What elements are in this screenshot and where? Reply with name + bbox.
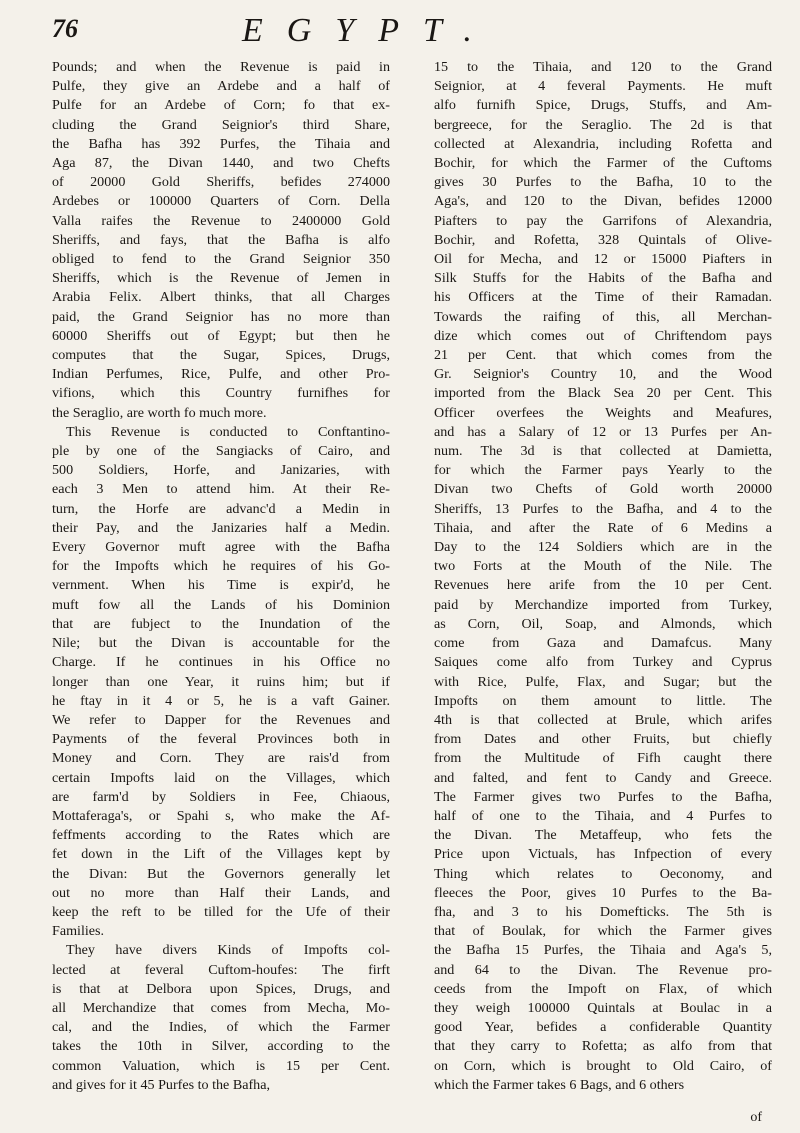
text-line: come from Gaza and Damafcus. Many: [434, 635, 772, 652]
text-line: Divan two Chefts of Gold worth 20000: [434, 481, 772, 498]
text-line: for the Impofts which he requires of his Go-: [52, 558, 390, 575]
text-line: bergreece, for the Seraglio. The 2d is that: [434, 116, 772, 133]
text-line: lected at feveral Cuftom-houfes: The firft: [52, 961, 390, 978]
text-line: paid, the Grand Seignior has no more than: [52, 308, 390, 325]
text-line: Every Governor muft agree with the Bafha: [52, 539, 390, 556]
text-line: with Rice, Pulfe, Flax, and Sugar; but the: [434, 673, 772, 690]
text-line: muft fow all the Lands of his Dominion: [52, 596, 390, 613]
text-line: are farm'd by Soldiers in Fee, Chiaous,: [52, 788, 390, 805]
text-line: which the Farmer takes 6 Bags, and 6 others: [434, 1076, 685, 1093]
text-line: The Farmer gives two Purfes to the Bafha,: [434, 788, 772, 805]
text-line: cal, and the Indies, of which the Farmer: [52, 1019, 390, 1036]
text-line: Tihaia, and after the Rate of 6 Medins a: [434, 519, 772, 536]
text-line: Sheriffs, 13 Purfes to the Bafha, and 4 to the: [434, 500, 772, 517]
text-line: fha, and 3 to his Domefticks. The 5th is: [434, 903, 772, 920]
text-line: obliged to fend to the Grand Seignior 350: [52, 251, 390, 268]
text-line: 60000 Sheriffs out of Egypt; but then he: [52, 327, 390, 344]
text-line: Pounds; and when the Revenue is paid in: [52, 59, 390, 75]
text-line: 21 per Cent. that which comes from the: [434, 347, 772, 364]
text-line: Arabia Felix. Albert thinks, that all Charges: [52, 289, 390, 306]
text-line: Impofts on them amount to little. The: [434, 692, 772, 709]
text-line: num. The 3d is that collected at Damietta,: [434, 443, 772, 460]
text-line: for which the Farmer pays Yearly to the: [434, 462, 772, 479]
text-line: paid by Merchandize imported from Turkey,: [434, 596, 772, 613]
catchword: of: [750, 1110, 762, 1125]
text-line: all Merchandize that comes from Mecha, Mo-: [52, 999, 390, 1016]
text-line: computes that the Sugar, Spices, Drugs,: [52, 347, 390, 364]
text-line: Bochir, for which the Farmer of the Cuftoms: [434, 155, 772, 172]
text-line: is that at Delbora upon Spices, Drugs, and: [52, 980, 390, 997]
text-line: collected at Alexandria, including Rofetta and: [434, 135, 772, 152]
running-title: EGYPT.: [242, 12, 496, 49]
text-line: cluding the Grand Seignior's third Share,: [52, 116, 390, 133]
text-line: Money and Corn. They are rais'd from: [52, 750, 390, 767]
text-line: Thing which relates to Oeconomy, and: [434, 865, 772, 882]
text-line: and gives for it 45 Purfes to the Bafha,: [52, 1076, 271, 1093]
text-line: two Forts at the Mouth of the Nile. The: [434, 558, 772, 575]
text-line: Families.: [52, 923, 105, 940]
text-line: 500 Soldiers, Horfe, and Janizaries, with: [52, 462, 390, 479]
text-line: They have divers Kinds of Impofts col-: [66, 942, 390, 959]
text-line: longer than one Year, it ruins him; but if: [52, 673, 390, 690]
text-line: Nile; but the Divan is accountable for the: [52, 635, 390, 652]
text-line: the Bafha 15 Purfes, the Tihaia and Aga's 5,: [434, 942, 772, 959]
text-line: keep the reft to be tilled for the Ufe of their: [52, 903, 390, 920]
text-line: Seignior, at 4 feveral Payments. He muft: [434, 78, 772, 95]
text-line: that they carry to Rofetta; as alfo from that: [434, 1038, 772, 1055]
left-text-column: [52, 58, 390, 1122]
text-line: Revenues here arife from the 10 per Cent.: [434, 577, 772, 594]
text-line: certain Impofts laid on the Villages, which: [52, 769, 390, 786]
text-line: they weigh 100000 Quintals at Boulac in a: [434, 999, 772, 1016]
text-line: vifions, which this Country furnifhes for: [52, 385, 390, 402]
text-line: imported from the Black Sea 20 per Cent. This: [434, 385, 772, 402]
text-line: from Dates and other Fruits, but chiefly: [434, 731, 772, 748]
text-line: turn, the Horfe are advanc'd a Medin in: [52, 500, 390, 517]
text-line: the Seraglio, are worth fo much more.: [52, 404, 267, 421]
text-line: Sheriffs, and fays, that the Bafha is alfo: [52, 231, 390, 248]
text-line: Silk Stuffs for the Habits of the Bafha and: [434, 270, 772, 287]
text-line: Payments of the feveral Provinces both in: [52, 731, 390, 748]
text-line: Saiques come alfo from Turkey and Cyprus: [434, 654, 772, 671]
text-line: Aga 87, the Divan 1440, and two Chefts: [52, 155, 390, 172]
text-line: that are fubject to the Inundation of the: [52, 615, 390, 632]
text-line: their Pay, and the Janizaries half a Medin.: [52, 519, 390, 536]
text-line: he ftay in it 4 or 5, he is a vaft Gainer.: [52, 692, 390, 709]
text-line: out no more than Half their Lands, and: [52, 884, 390, 901]
text-line: Sheriffs, which is the Revenue of Jemen in: [52, 270, 390, 287]
text-line: good Year, befides a confiderable Quantity: [434, 1019, 772, 1036]
text-line: the Divan: But the Governors generally let: [52, 865, 390, 882]
text-line: and falted, and fent to Candy and Greece.: [434, 769, 772, 786]
text-line: takes the 10th in Silver, according to the: [52, 1038, 390, 1055]
page-number: 76: [52, 14, 78, 43]
text-line: the Divan. The Metaffeup, who fets the: [434, 827, 772, 844]
text-line: and 64 to the Divan. The Revenue pro-: [434, 961, 772, 978]
text-line: Piafters to pay the Garrifons of Alexandria,: [434, 212, 772, 229]
text-line: alfo furnifh Spice, Drugs, Stuffs, and Am-: [434, 97, 772, 114]
text-line: each 3 Men to attend him. At their Re-: [52, 481, 390, 498]
text-line: feffments according to the Rates which are: [52, 827, 390, 844]
text-line: Pulfe for an Ardebe of Corn; fo that ex-: [52, 97, 390, 114]
text-line: 15 to the Tihaia, and 120 to the Grand: [434, 59, 772, 75]
text-line: Gr. Seignior's Country 10, and the Wood: [434, 366, 772, 383]
page-header: [52, 14, 760, 54]
text-line: Indian Perfumes, Rice, Pulfe, and other Pro-: [52, 366, 390, 383]
text-line: Valla raifes the Revenue to 2400000 Gold: [52, 212, 390, 229]
text-line: Day to the 124 Soldiers which are in the: [434, 539, 772, 556]
text-line: We refer to Dapper for the Revenues and: [52, 711, 390, 728]
text-line: Ardebes or 100000 Quarters of Corn. Della: [52, 193, 390, 210]
text-line: on Corn, which is brought to Old Cairo, of: [434, 1057, 772, 1074]
text-line: gives 30 Purfes to the Bafha, 10 to the: [434, 174, 772, 191]
text-line: This Revenue is conducted to Conftantino-: [66, 423, 390, 440]
text-line: Towards the raifing of this, all Merchan-: [434, 308, 772, 325]
text-line: ple by one of the Sangiacks of Cairo, and: [52, 443, 390, 460]
text-line: Aga's, and 120 to the Divan, befides 12000: [434, 193, 772, 210]
text-line: fleeces the Poor, gives 10 Purfes to the Ba-: [434, 884, 772, 901]
text-line: dize which comes out of Chriftendom pays: [434, 327, 772, 344]
text-line: Officer overfees the Weights and Meafures,: [434, 404, 772, 421]
text-line: common Valuation, which is 15 per Cent.: [52, 1057, 390, 1074]
text-line: his Officers at the Time of their Ramadan.: [434, 289, 772, 306]
text-line: that of Boulak, for which the Farmer gives: [434, 923, 772, 940]
text-line: of 20000 Gold Sheriffs, befides 274000: [52, 174, 390, 191]
text-line: vernment. When his Time is expir'd, he: [52, 577, 390, 594]
text-line: fet down in the Lift of the Villages kept by: [52, 846, 390, 863]
text-line: Oil for Mecha, and 12 or 15000 Piafters in: [434, 251, 772, 268]
text-line: from the Multitude of Fifh caught there: [434, 750, 772, 767]
text-line: as Corn, Oil, Soap, and Almonds, which: [434, 615, 772, 632]
text-line: 4th is that collected at Brule, which arifes: [434, 711, 772, 728]
text-line: Charge. If he continues in his Office no: [52, 654, 390, 671]
text-line: Price upon Victuals, has Infpection of every: [434, 846, 772, 863]
text-line: Bochir, and Rofetta, 328 Quintals of Olive-: [434, 231, 772, 248]
right-text-column: [434, 58, 772, 1122]
text-line: Mottaferaga's, or Spahi s, who make the Af-: [52, 807, 390, 824]
text-line: ceeds from the Impoft on Flax, of which: [434, 980, 772, 997]
text-line: and has a Salary of 12 or 13 Purfes per An-: [434, 423, 772, 440]
text-line: the Bafha has 392 Purfes, the Tihaia and: [52, 135, 390, 152]
text-line: Pulfe, they give an Ardebe and a half of: [52, 78, 390, 95]
text-line: half of one to the Tihaia, and 4 Purfes to: [434, 807, 772, 824]
